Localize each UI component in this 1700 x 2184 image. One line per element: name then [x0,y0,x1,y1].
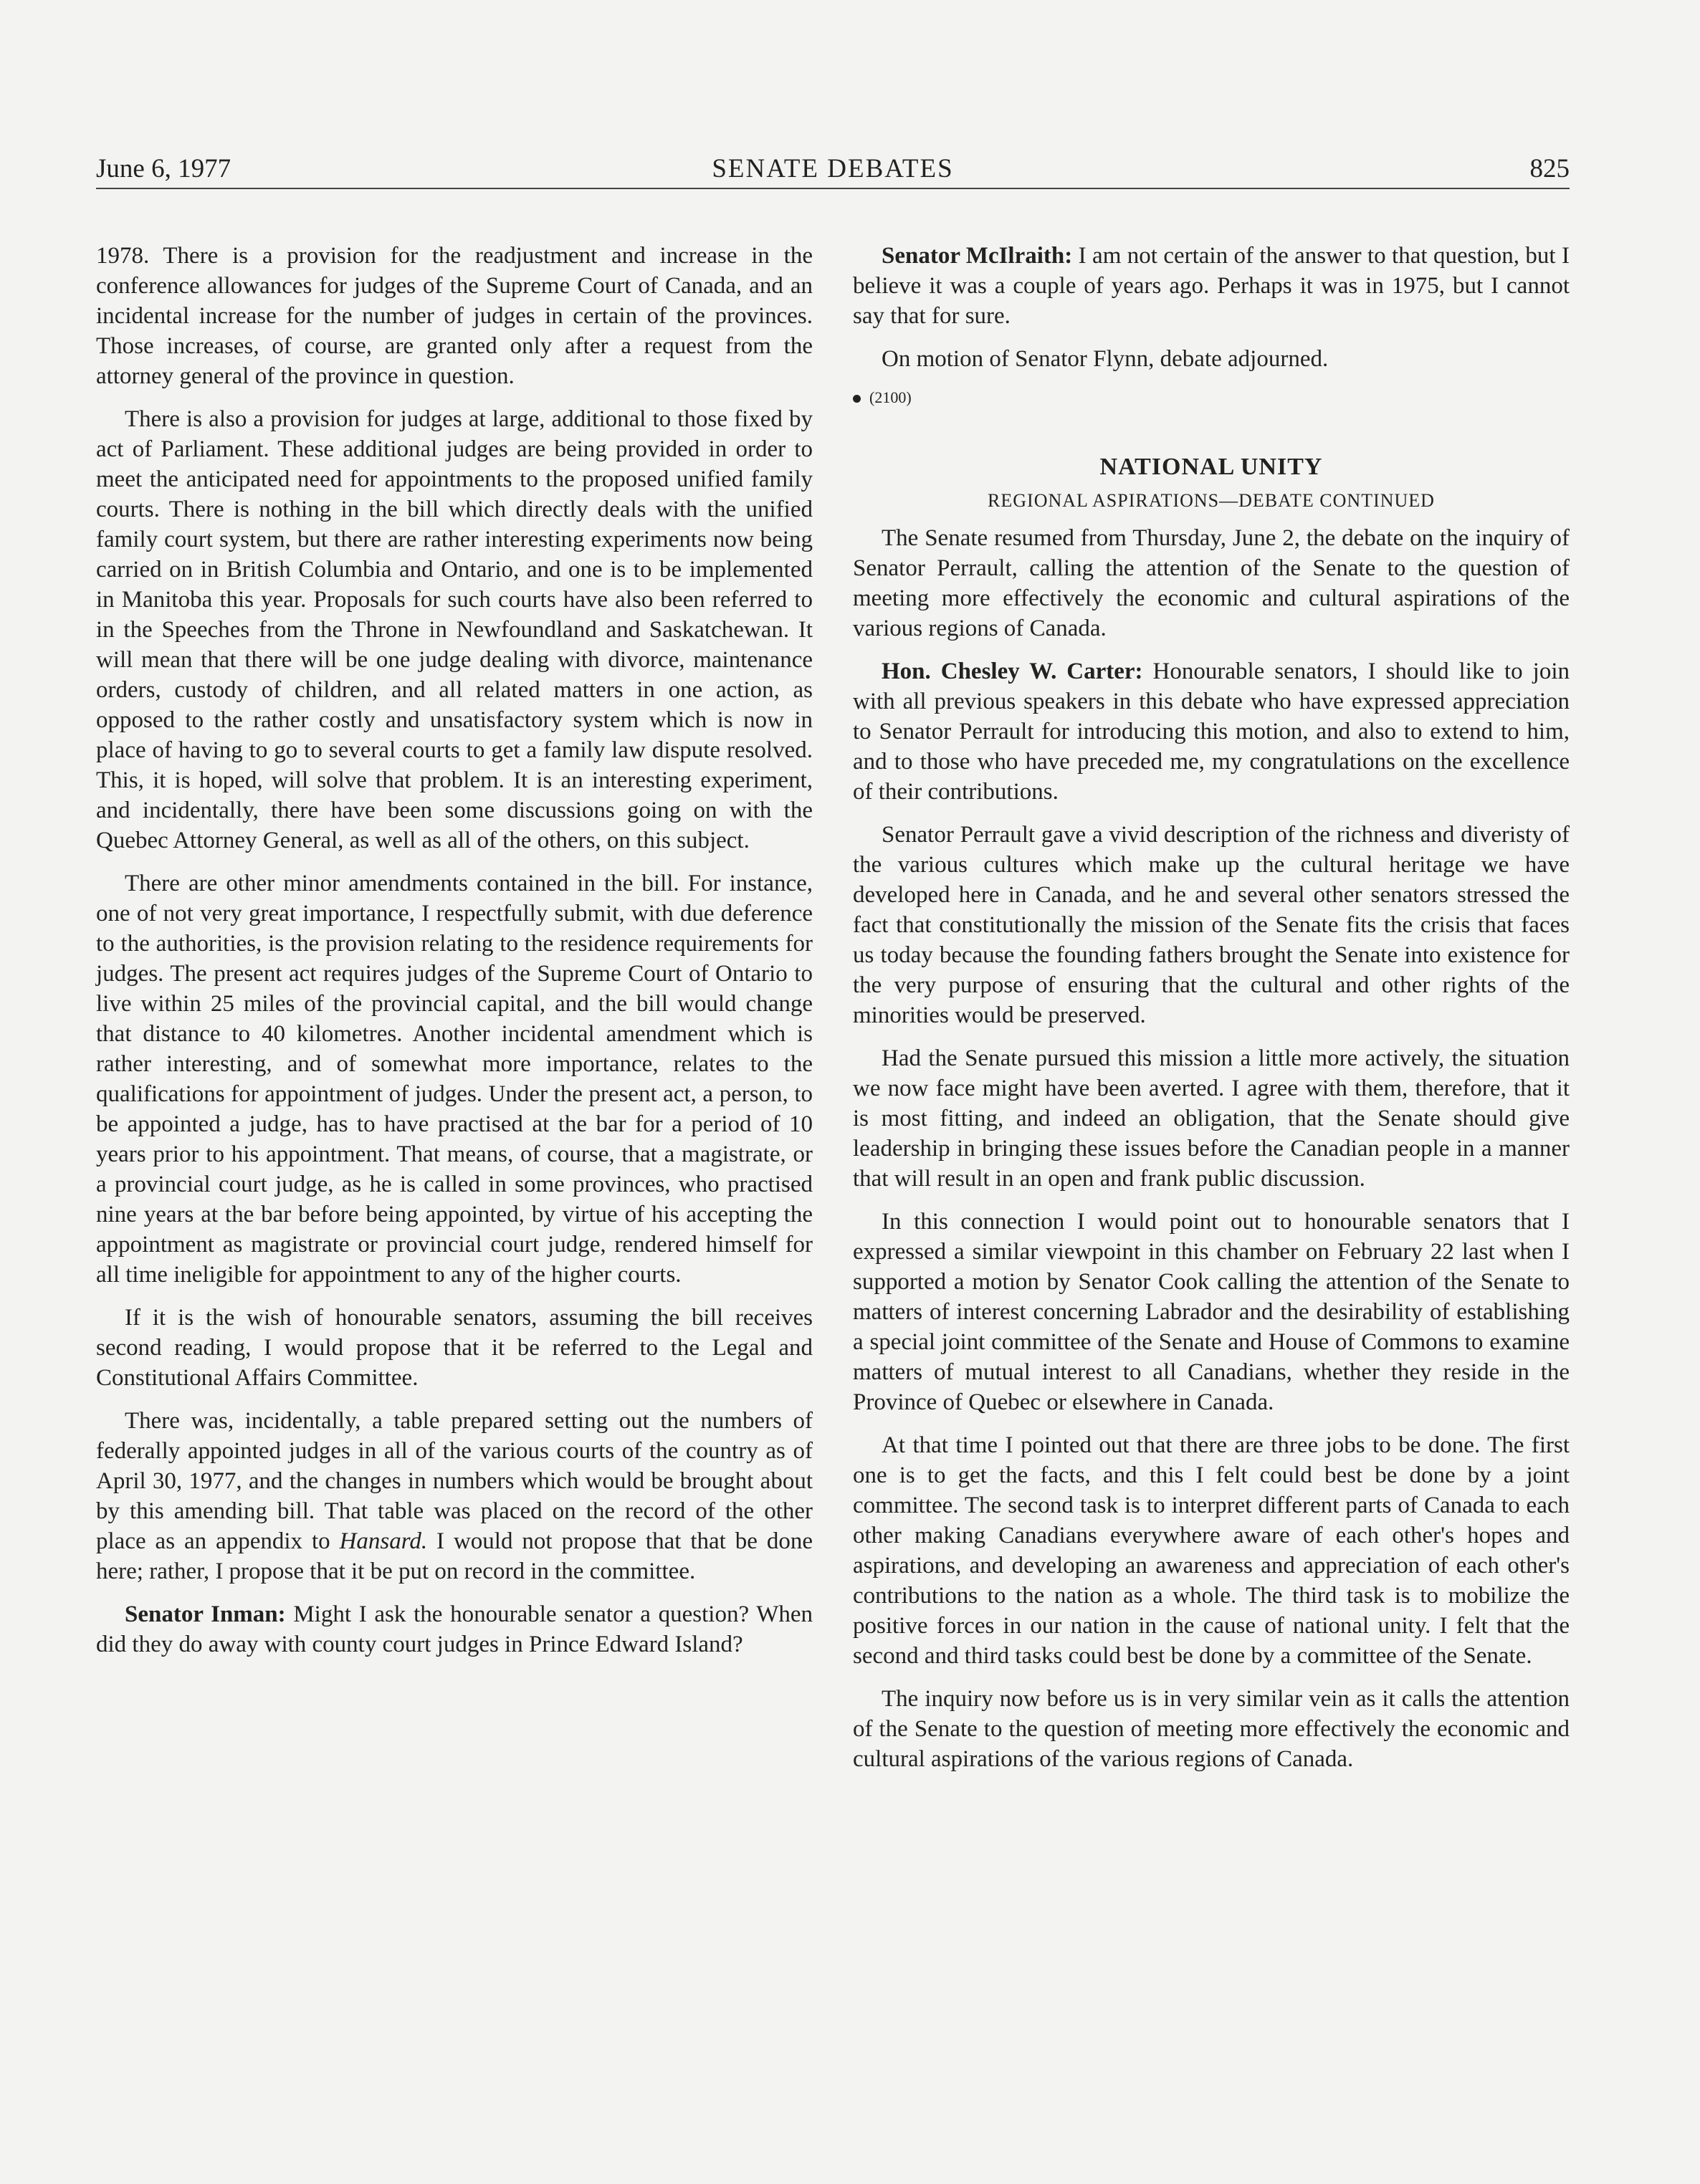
speaker-name: Senator Inman: [125,1601,286,1627]
header-date: June 6, 1977 [96,154,231,183]
paragraph: If it is the wish of honourable senators, assuming the bill receives second reading, I would propose that it be referred to the Legal and Constitutional Affairs Committee. [96,1305,813,1391]
paragraph: There are other minor amendments contained in the bill. For instance, one of not very great importance, I respectfully submit, with due deference to the authorities, is the provision relating to the residence requirements for judges. The present act requires judges of the Supreme Court of Ontario to live within 25 miles of the provincial capital, and the bill would change that distance to 40 kilometres. Another incidental amendment which is rather interesting, and of somewhat more importance, relates to the qualifications for appointment of judges. Under the present act, a person, to be appointed a judge, has to have practised at the bar for a period of 10 years prior to his appointment. That means, of course, that a magistrate, or a provincial court judge, as he is called in some provinces, who practised nine years at the bar before being appointed, by virtue of his accepting the appointment as magistrate or provincial court judge, rendered himself for all time ineligible for appointment to any of the higher courts. [96,871,813,1288]
paragraph: There is also a provision for judges at large, additional to those fixed by act of Parliament. These additional judges are being provided in order to meet the anticipated need for appointments to the proposed unified family courts. There is nothing in the bill which directly deals with the unified family court system, but there are rather interesting experiments now being carried on in British Columbia and Ontario, and one is to be implemented in Manitoba this year. Proposals for such courts have also been referred to in the Speeches from the Throne in Newfoundland and Saskatchewan. It will mean that there will be one judge dealing with divorce, maintenance orders, custody of children, and all related matters in one action, as opposed to the rather costly and unsatisfactory system which is now in place of having to go to several courts to get a family law dispute resolved. This, it is hoped, will solve that problem. It is an interesting experiment, and incidentally, there have been some discussions going on with the Quebec Attorney General, as well as all of the others, on this subject. [96,406,813,853]
paragraph-text: I would not propose that that be done here; rather, I propose that it be put on record in the committee. [96,1528,813,1584]
paragraph-text: There was, incidentally, a table prepared setting out the numbers of federally appointed judges in all of the various courts of the country as of April 30, 1977, and the changes in numbers which would be brought about by this amending bill. That table was placed on the record of the other place as an appendix to [96,1408,813,1554]
header-title: SENATE DEBATES [712,154,954,183]
bullet-dot-icon [853,395,861,403]
paragraph: On motion of Senator Flynn, debate adjourned. [882,346,1329,372]
speaker-paragraph [853,656,1570,807]
left-column [96,241,813,1672]
page-number: 825 [1529,154,1570,183]
section-title: NATIONAL UNITY [1099,454,1323,480]
paragraph: The inquiry now before us is in very similar vein as it calls the attention of the Senate to the question of meeting more effectively the economic and cultural aspirations of the various regions of Canada. [853,1686,1570,1772]
paragraph: The Senate resumed from Thursday, June 2, the debate on the inquiry of Senator Perrault, calling the attention of the Senate to the question of meeting more effectively the economic and cultural aspirations of the various regions of Canada. [853,525,1570,641]
timestamp-text: (2100) [869,388,912,406]
page-header [96,152,1570,189]
italic-reference: Hansard. [339,1528,428,1554]
speaker-paragraph [96,1599,813,1659]
timestamp [853,387,1570,408]
paragraph: 1978. There is a provision for the readjustment and increase in the conference allowances for judges of the Supreme Court of Canada, and an incidental increase for the number of judges in certain of the provinces. Those increases, of course, are granted only after a request from the attorney general of the province in question. [96,243,813,389]
speaker-name: Senator McIlraith: [882,243,1073,269]
speech-text: I am not certain of the answer to that question, but I believe it was a couple of years ago. Perhaps it was in 1975, but I cannot say that for sure. [853,243,1570,329]
speech-text: Might I ask the honourable senator a question? When did they do away with county court judges in Prince Edward Island? [96,1601,813,1657]
paragraph: Senator Perrault gave a vivid description of the richness and diveristy of the various cultures which make up the cultural heritage we have developed here in Canada, and he and several other senators stressed the fact that constitutionally the mission of the Senate fits the crisis that faces us today because the founding fathers brought the Senate into existence for the very purpose of ensuring that the cultural and other rights of the minorities would be preserved. [853,822,1570,1028]
paragraph: At that time I pointed out that there are three jobs to be done. The first one is to get the facts, and this I felt could best be done by a joint committee. The second task is to interpret different parts of Canada to each other making Canadians everywhere aware of each other's hopes and aspirations, and developing an awareness and appreciation of each other's contributions to the nation as a whole. The third task is to mobilize the positive forces in our nation in the cause of national unity. I felt that the second and third tasks could best be done by a committee of the Senate. [853,1432,1570,1669]
right-column [853,241,1570,1787]
speaker-name: Hon. Chesley W. Carter: [882,658,1143,684]
speaker-paragraph [853,241,1570,331]
paragraph [96,1406,813,1586]
paragraph: In this connection I would point out to honourable senators that I expressed a similar viewpoint in this chamber on February 22 last when I supported a motion by Senator Cook calling the attention of the Senate to matters of interest concerning Labrador and the desirability of establishing a special joint committee of the Senate and House of Commons to examine matters of mutual interest to all Canadians, whether they reside in the Province of Quebec or elsewhere in Canada. [853,1209,1570,1415]
section-subtitle: REGIONAL ASPIRATIONS—DEBATE CONTINUED [988,490,1435,511]
speech-text: Honourable senators, I should like to join with all previous speakers in this debate who have expressed appreciation to Senator Perrault for introducing this motion, and also to extend to him, and to those who have preceded me, my congratulations on the excellence of their contributions. [853,658,1570,805]
paragraph: Had the Senate pursued this mission a little more actively, the situation we now face might have been averted. I agree with them, therefore, that it is most fitting, and indeed an obligation, that the Senate should give leadership in bringing these issues before the Canadian people in a manner that will result in an open and frank public discussion. [853,1045,1570,1192]
